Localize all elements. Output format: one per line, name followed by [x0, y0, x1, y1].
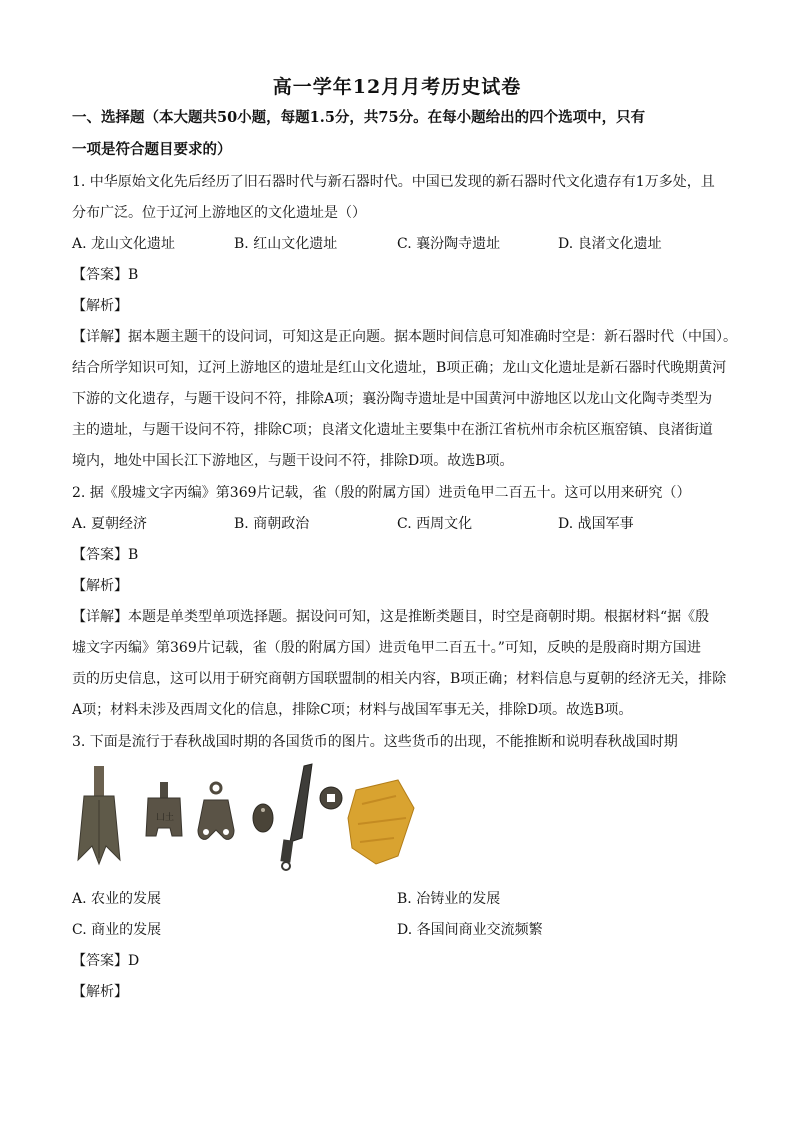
- round-coin-icon: [320, 787, 342, 809]
- q3-analysis-label: 【解析】: [72, 984, 128, 1000]
- q3-option-b: B. 冶铸业的发展: [397, 891, 501, 907]
- round-spade-coin-icon: [198, 783, 234, 839]
- q2-detail-line: 贡的历史信息，这可以用于研究商朝方国联盟制的相关内容，B项正确；材料信息与夏朝的经济无关，排除: [72, 671, 727, 687]
- q1-detail-line: 境内，地处中国长江下游地区，与题干设问不符，排除D项。故选B项。: [72, 453, 514, 469]
- q1-detail-line: 【详解】据本题主题干的设问词，可知这是正向题。据本题时间信息可知准确时空是：新石器时代（中国）。: [72, 329, 737, 345]
- q1-stem: 1. 中华原始文化先后经历了旧石器时代与新石器时代。中国已发现的新石器时代文化遗存有1万多处，且: [72, 174, 715, 190]
- section-header: 一、选择题（本大题共50小题，每题1.5分，共75分。在每小题给出的四个选项中，只有: [72, 109, 646, 126]
- q2-detail-line: 【详解】本题是单类型单项选择题。据设问可知，这是推断类题目，时空是商朝时期。根据材料“据《殷: [72, 609, 710, 625]
- section-header-cont: 一项是符合题目要求的）: [72, 141, 232, 158]
- q2-answer: 【答案】B: [72, 547, 139, 563]
- gold-plate-icon: [348, 780, 414, 864]
- q1-stem-cont: 分布广泛。位于辽河上游地区的文化遗址是（）: [72, 205, 366, 221]
- q3-stem: 3. 下面是流行于春秋战国时期的各国货币的图片。这些货币的出现，不能推断和说明春秋战国时期: [72, 734, 678, 750]
- square-spade-coin-icon: [146, 782, 182, 836]
- q1-option-d: D. 良渚文化遗址: [558, 236, 662, 252]
- q1-option-a: A. 龙山文化遗址: [72, 236, 176, 252]
- page-title: 高一学年12月月考历史试卷: [272, 76, 522, 98]
- q3-option-d: D. 各国间商业交流频繁: [397, 922, 543, 938]
- q2-stem: 2. 据《殷墟文字丙编》第369片记载，雀（殷的附属方国）进贡龟甲二百五十。这可以用来研究（）: [72, 485, 691, 501]
- q1-option-b: B. 红山文化遗址: [234, 236, 338, 252]
- q1-detail-line: 结合所学知识可知，辽河上游地区的遗址是红山文化遗址，B项正确；龙山文化遗址是新石器时代晚期黄河: [72, 360, 727, 376]
- q1-detail-line: 主的遗址，与题干设问不符，排除C项；良渚文化遗址主要集中在浙江省杭州市余杭区瓶窑镇、良渚街道: [72, 422, 713, 438]
- q1-answer: 【答案】B: [72, 267, 139, 283]
- q1-option-c: C. 襄汾陶寺遗址: [397, 236, 501, 252]
- q2-detail-line: A项；材料未涉及西周文化的信息，排除C项；材料与战国军事无关，排除D项。故选B项。: [72, 702, 633, 718]
- knife-coin-icon: [280, 764, 312, 870]
- ancient-coins-figure: [76, 760, 416, 872]
- q1-detail-line: 下游的文化遗存，与题干设问不符，排除A项；襄汾陶寺遗址是中国黄河中游地区以龙山文化陶寺类型为: [72, 391, 713, 407]
- q2-option-d: D. 战国军事: [558, 516, 634, 532]
- q2-option-c: C. 西周文化: [397, 516, 473, 532]
- q2-option-b: B. 商朝政治: [234, 516, 310, 532]
- q2-detail-line: 墟文字丙编》第369片记载，雀（殷的附属方国）进贡龟甲二百五十。”可知，反映的是殷商时期方国进: [72, 640, 701, 656]
- q3-option-c: C. 商业的发展: [72, 922, 162, 938]
- q3-option-a: A. 农业的发展: [72, 891, 162, 907]
- q2-analysis-label: 【解析】: [72, 578, 128, 594]
- spade-coin-icon: [78, 766, 120, 864]
- q2-option-a: A. 夏朝经济: [72, 516, 148, 532]
- ant-nose-coin-icon: [253, 804, 273, 832]
- q1-analysis-label: 【解析】: [72, 298, 128, 314]
- q3-answer: 【答案】D: [72, 953, 140, 969]
- svg-text:⼐⼟: ⼐⼟: [156, 813, 175, 823]
